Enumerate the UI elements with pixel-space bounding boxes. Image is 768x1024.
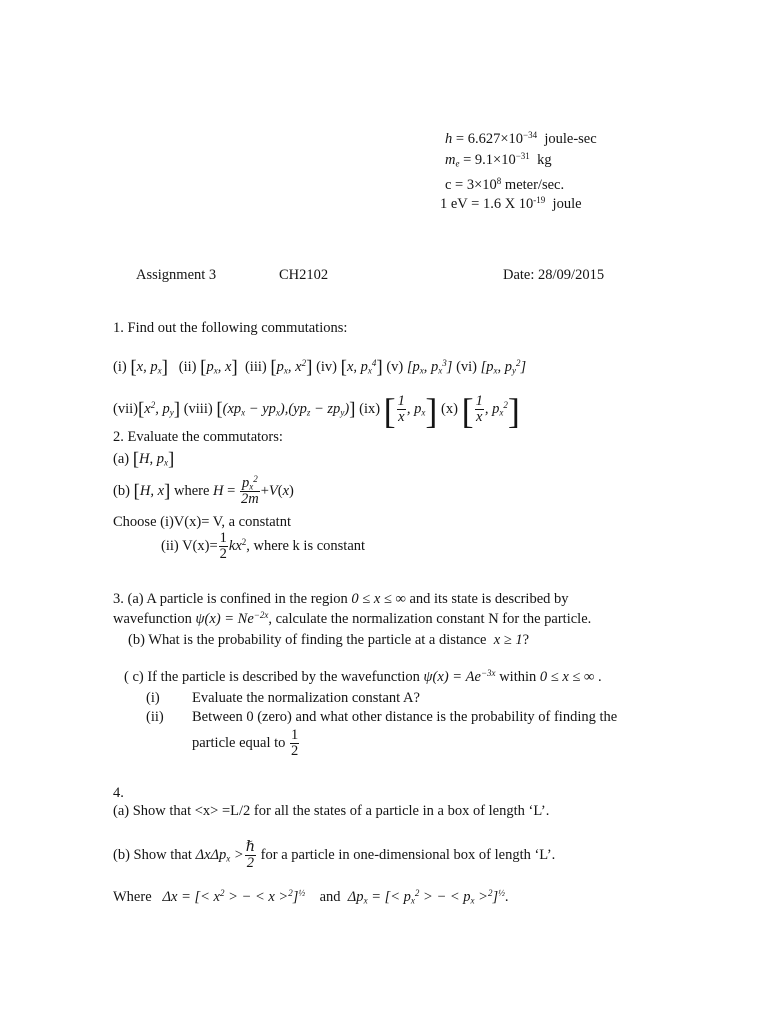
assignment-number: Assignment 3 <box>136 267 217 283</box>
q3-part-c-ii-text: Between 0 (zero) and what other distance is the probability of finding the <box>192 709 618 725</box>
q4-number: 4. <box>113 785 124 801</box>
q1-label-vi: (vi) <box>456 359 478 375</box>
q1-label-ix: (ix) <box>359 401 381 417</box>
q2-part-a: (a) [H, $p_x$] <box>113 449 175 470</box>
constant-electron-mass: $m_e = 9.1\times 10^{-31}$ kg <box>445 151 552 169</box>
q3-part-c-i-label: (i) <box>146 690 160 706</box>
q1-label-vii: (vii) <box>113 401 138 417</box>
course-code: CH2102 <box>279 267 329 283</box>
q1-label-iii: (iii) <box>244 359 267 375</box>
q1-label-iv: (iv) <box>316 359 337 375</box>
q2-part-b: (b) [H, x] where H = $\frac{p_x^2}{2m}$ +V(x) <box>113 474 294 508</box>
q1-label-i: (i) <box>113 359 127 375</box>
q3-part-a-line2: wavefunction $\psi(x) = Ne^{-2x}$, calculate the normalization constant N for the particle. <box>113 610 592 627</box>
q3-part-c-i-text: Evaluate the normalization constant A? <box>192 690 420 706</box>
q2-choose-i: Choose (i)V(x)= V, a constatnt <box>113 514 291 530</box>
q2-heading: 2. Evaluate the commutators: <box>113 429 283 445</box>
q1-row-1: (i) [x, $p_x$] (ii) [$p_x$, x] (iii) [$p_x$, $x^2$] (iv) [x, $p_x^4$] (v) [$p_x$, $p_x^3$] (vi) [$p_x$, $p_y^2$] <box>113 357 527 378</box>
q4-where-line: Where Δx = [< $x^2$ > − < x >$^2$]$^{\frac{1}{2}}$ and $\Delta p_x$ = [< $p_x^2$ > − < $p_x >^2]^{\frac{1}{2}}$. <box>113 888 509 906</box>
q3-part-a-line1: 3. (a) A particle is confined in the region 0 ≤ x ≤ ∞ and its state is described by <box>113 591 569 607</box>
q2-choose-ii: (ii) V(x)= $\frac{1}{2}$ $kx^2$, where k is constant <box>161 530 366 563</box>
q1-row-2: $(vii)[x^2$, $p_y$] (viii) $[(xp_x - yp_x),(yp_z - zp_y)]$ (ix) [ $\frac{1}{x}$ , $p_x$] (x) [ $\frac{1}{x}$ , $p_x^2$] <box>113 391 520 431</box>
q4-part-a: (a) Show that <x> =L/2 for all the states of a particle in a box of length ‘L’. <box>113 803 550 819</box>
q3-part-c-ii-text2: particle equal to $\frac{1}{2}$ <box>192 727 299 760</box>
q3-part-b: (b) What is the probability of finding the particle at a distance x ≥ 1? <box>128 632 530 648</box>
assignment-date: Date: 28/09/2015 <box>503 267 605 283</box>
constant-planck: $h = 6.627\times 10^{-34}$ joule-sec <box>445 130 597 147</box>
q1-label-ii: (ii) <box>178 359 197 375</box>
q1-label-x: (x) <box>441 401 458 417</box>
constant-electron-volt: 1 eV = 1.6 X $10^{-19}$ joule <box>440 195 582 212</box>
constant-speed-of-light: $c = 3\times 10^8$ meter/sec. <box>445 176 565 193</box>
q1-heading: 1. Find out the following commutations: <box>113 320 348 336</box>
q1-label-viii: (viii) <box>183 401 213 417</box>
q1-label-v: (v) <box>386 359 404 375</box>
q4-part-b: (b) Show that ΔxΔp$_x$ > $\frac{\text{ℏ}}{2}$ for a particle in one-dimensional box of length ‘L’. <box>113 839 556 872</box>
q3-part-c: ( c) If the particle is described by the wavefunction $\psi(x) = Ae^{-3x}$ within 0 ≤ x ≤ ∞ . <box>124 668 602 685</box>
q3-part-c-ii-label: (ii) <box>146 709 164 725</box>
